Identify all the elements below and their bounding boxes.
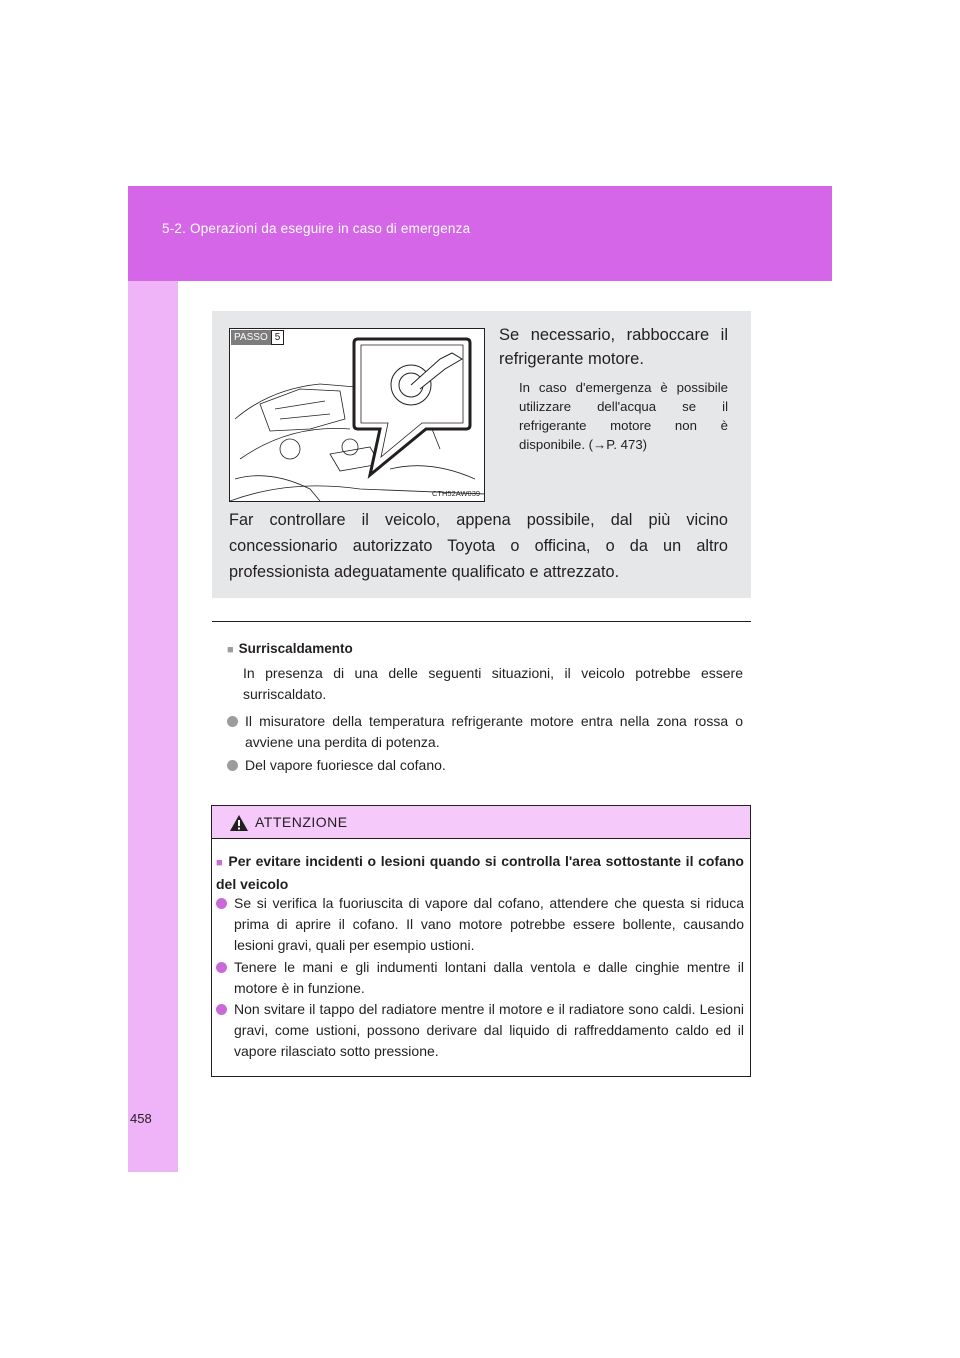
list-item-text: Non svitare il tappo del radiatore mentre il motore e il radiatore sono caldi. Lesioni gravi, come ustioni, possono derivare dal liquido di raffreddamento caldo ed il vapore rilasciato sotto pressione. [234,1001,744,1059]
warning-triangle-icon [229,814,249,832]
engine-refill-illustration [229,328,485,502]
list-item [216,957,744,999]
section-heading [227,641,353,656]
page-side-tab [128,186,178,1172]
square-bullet-icon: ■ [216,857,224,869]
list-item-text: Del vapore fuoriesce dal cofano. [245,757,446,773]
step-note: In caso d'emergenza è possibile utilizzare dell'acqua se il refrigerante motore non è disponibile. (→P. 473) [519,380,728,452]
section-header-title: 5-2. Operazioni da eseguire in caso di emergenza [162,221,471,236]
list-item [227,755,743,776]
section-heading-text: Surriscaldamento [238,641,353,656]
warning-header [212,806,750,839]
warning-title [216,851,744,895]
step-badge-word: PASSO [231,330,271,345]
list-item-text: Se si verifica la fuoriuscita di vapore dal cofano, attendere che questa si riduca prima di aprire il cofano. Il vano motore potrebbe essere bollente, causando lesioni gravi, quali per esempio ustioni. [234,895,744,953]
list-item [216,893,744,956]
circle-bullet-icon [216,1004,227,1015]
square-bullet-icon: ■ [227,644,234,656]
section-divider [212,621,751,622]
list-item [227,711,743,753]
step-dealer-advice: Far controllare il veicolo, appena possibile, dal più vicino concessionario autorizzato Toyota o officina, o da un altro professionista adeguatamente qualificato e attrezzato. [229,511,728,581]
step-badge [231,330,284,345]
step-instruction: Se necessario, rabboccare il refrigerante motore. [499,326,728,368]
warning-label: ATTENZIONE [255,814,348,830]
list-item-text: Il misuratore della temperatura refrigerante motore entra nella zona rossa o avviene una perdita di potenza. [245,713,743,750]
step-badge-number: 5 [271,330,285,345]
circle-bullet-icon [216,898,227,909]
list-item [216,999,744,1062]
circle-bullet-icon [227,760,238,771]
illustration-code: CTH52AW039 [432,489,481,498]
page-number: 458 [130,1111,152,1126]
warning-title-text: Per evitare incidenti o lesioni quando si controlla l'area sottostante il cofano del veicolo [216,853,744,892]
circle-bullet-icon [216,962,227,973]
section-intro: In presenza di una delle seguenti situazioni, il veicolo potrebbe essere surriscaldato. [243,665,743,702]
engine-compartment-drawing [230,329,485,502]
circle-bullet-icon [227,716,238,727]
list-item-text: Tenere le mani e gli indumenti lontani dalla ventola e dalle cinghie mentre il motore è in funzione. [234,959,744,996]
